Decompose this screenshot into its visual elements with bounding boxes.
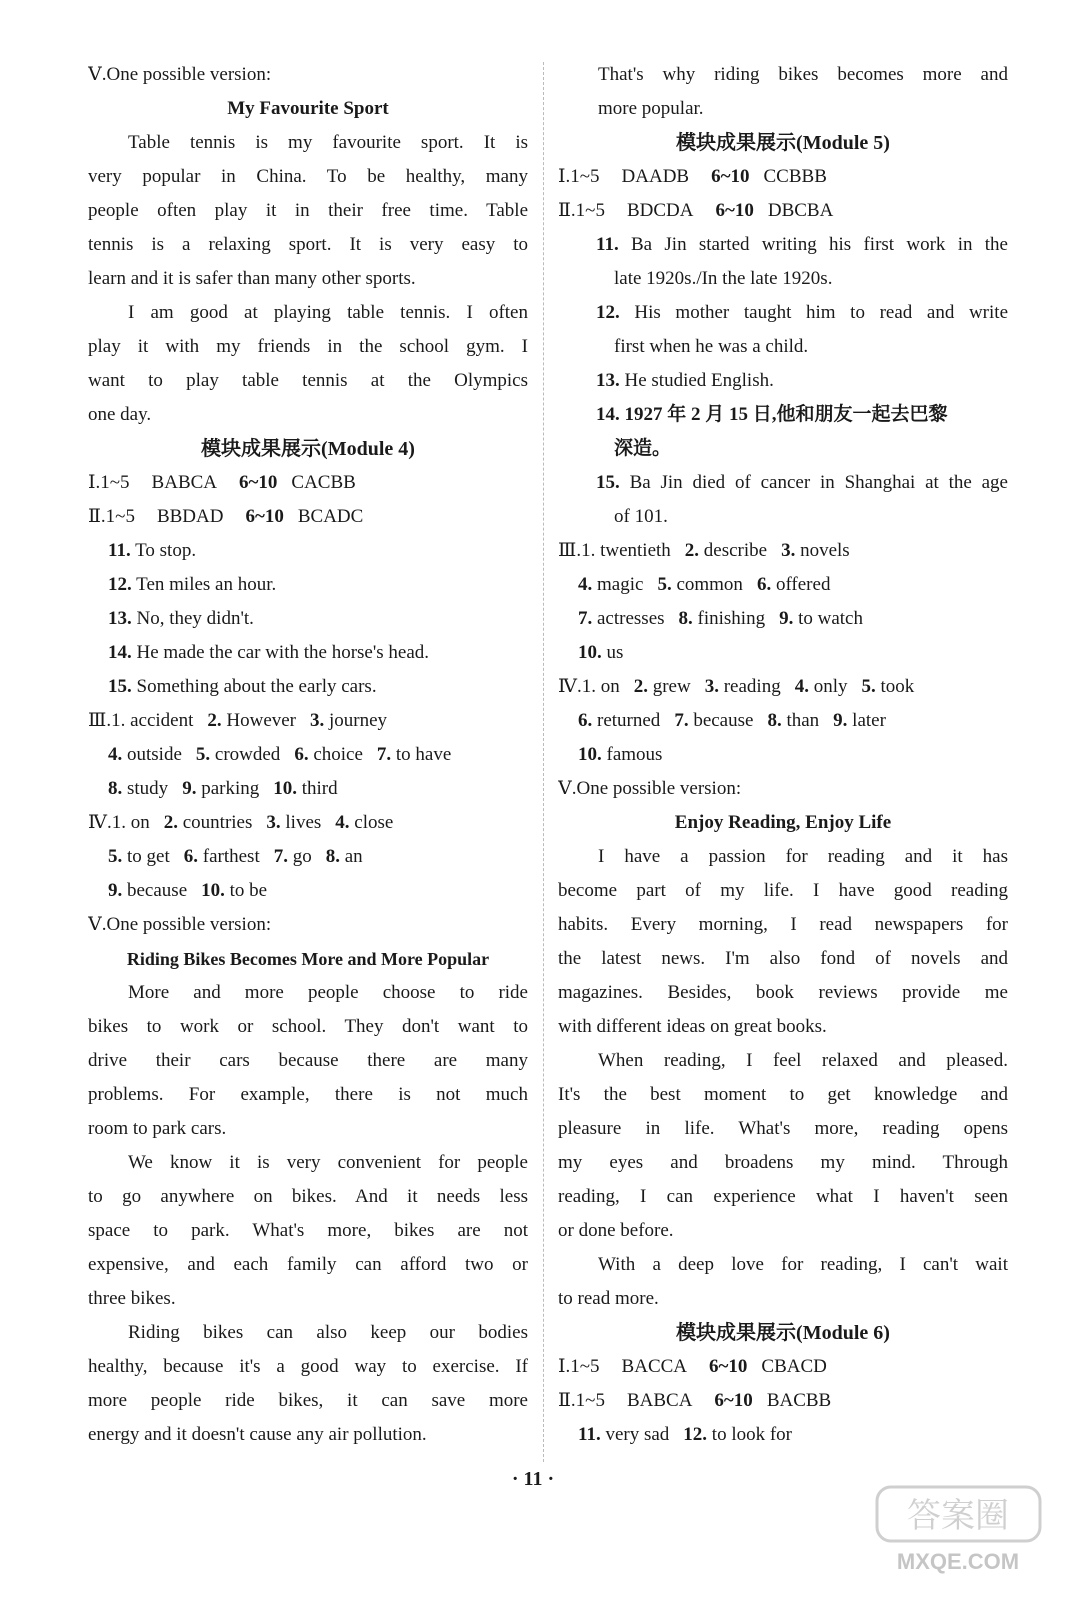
answer: His mother taught him to read and write — [634, 302, 1008, 323]
part-number: Ⅰ.1~5 — [88, 472, 130, 493]
item-number: 15. — [596, 472, 620, 493]
essay-line: problems. For example, there is not much — [88, 1084, 528, 1105]
answer-row — [88, 738, 528, 772]
answer: magic — [597, 574, 644, 595]
answer: journey — [329, 710, 388, 731]
watermark-logo-text: 答案圈 — [907, 1498, 1009, 1535]
essay-line: to read more. — [558, 1288, 659, 1309]
left-column — [88, 58, 528, 1452]
answer: CBACD — [761, 1356, 827, 1377]
essay-line: pleasure in life. What's more, reading opens — [558, 1118, 1008, 1139]
item-number: 2. — [163, 812, 178, 833]
answer: BABCA — [151, 472, 218, 493]
essay-line: space to park. What's more, bikes are not — [88, 1220, 528, 1241]
essay-line: I am good at playing table tennis. I often — [128, 302, 528, 323]
item-number: 9. — [779, 608, 794, 629]
answer: BABCA — [626, 1390, 693, 1411]
item-number: 5. — [657, 574, 672, 595]
module-heading: 模块成果展示(Module 6) — [676, 1322, 890, 1344]
answer: very sad — [605, 1424, 670, 1445]
answer: famous — [606, 744, 663, 765]
answer-row — [558, 602, 1008, 636]
range: 6~10 — [714, 1390, 753, 1411]
answer: He studied English. — [624, 370, 774, 391]
answer-row — [88, 500, 528, 534]
answer: an — [344, 846, 363, 867]
item-number: 8. — [678, 608, 693, 629]
answer-row — [558, 228, 1008, 262]
item-number: 13. — [108, 608, 132, 629]
answer: offered — [775, 574, 831, 595]
range: 6~10 — [715, 200, 754, 221]
part-number: Ⅲ.1. — [88, 710, 126, 731]
item-number: 3. — [310, 710, 325, 731]
essay-line: become part of my life. I have good reading — [558, 880, 1008, 901]
answer: third — [301, 778, 338, 799]
item-number: 3. — [704, 676, 719, 697]
part-number: Ⅱ.1~5 — [88, 506, 135, 527]
answer-row — [558, 534, 1008, 568]
essay-line: or done before. — [558, 1220, 674, 1241]
section-label: Ⅴ.One possible version: — [88, 914, 272, 935]
answer: returned — [597, 710, 661, 731]
essay-line: tennis is a relaxing sport. It is very easy to — [88, 234, 528, 255]
range: 6~10 — [245, 506, 284, 527]
answer-row — [88, 704, 528, 738]
answer: 1927 年 2 月 15 日,他和朋友一起去巴黎 — [624, 404, 948, 425]
essay-line: one day. — [88, 404, 152, 425]
item-number: 11. — [578, 1424, 601, 1445]
item-number: 9. — [108, 880, 123, 901]
item-number: 6. — [294, 744, 309, 765]
essay-line: room to park cars. — [88, 1118, 227, 1139]
answer: lives — [285, 812, 322, 833]
page-number: · 11 · — [511, 1468, 555, 1490]
item-number: 5. — [108, 846, 123, 867]
answer-row — [558, 670, 1008, 704]
answer-row — [88, 772, 528, 806]
essay-line: learn and it is safer than many other sports. — [88, 268, 416, 289]
part-number: Ⅳ.1. — [558, 676, 596, 697]
item-number: 6. — [756, 574, 772, 595]
item-number: 10. — [578, 744, 602, 765]
item-number: 8. — [108, 778, 123, 799]
item-number: 6. — [578, 710, 593, 731]
essay-line: healthy, because it's a good way to exercise. If — [88, 1356, 528, 1377]
answer: to have — [395, 744, 452, 765]
item-number: 7. — [674, 710, 689, 731]
answer-row — [558, 704, 1008, 738]
answer: on — [600, 676, 620, 697]
answer: us — [606, 642, 624, 663]
essay-line: the latest news. I'm also fond of novels and — [558, 948, 1008, 969]
answer: than — [786, 710, 820, 731]
essay-line: When reading, I feel relaxed and pleased. — [598, 1050, 1008, 1071]
answer: accident — [130, 710, 194, 731]
answer-row — [88, 568, 528, 602]
answer-row — [558, 466, 1008, 500]
answer: because — [127, 880, 188, 901]
answer: BACCA — [621, 1356, 688, 1377]
answer: CACBB — [291, 472, 356, 493]
item-number: 4. — [578, 574, 593, 595]
essay-line: my eyes and broadens my mind. Through — [558, 1152, 1008, 1173]
answer: describe — [703, 540, 768, 561]
essay-line: with different ideas on great books. — [558, 1016, 827, 1037]
essay-line: people often play it in their free time. Table — [88, 200, 528, 221]
item-number: 7. — [578, 608, 593, 629]
item-number: 7. — [273, 846, 288, 867]
item-number: 9. — [182, 778, 197, 799]
answer: BCADC — [297, 506, 364, 527]
module-heading: 模块成果展示(Module 4) — [201, 438, 415, 460]
item-number: 3. — [781, 540, 796, 561]
answer-row — [88, 534, 528, 568]
item-number: 5. — [861, 676, 876, 697]
item-number: 10. — [201, 880, 225, 901]
essay-line: Riding bikes can also keep our bodies — [128, 1322, 528, 1343]
answer-row — [558, 636, 1008, 670]
part-number: Ⅰ.1~5 — [558, 1356, 600, 1377]
answer: farthest — [202, 846, 260, 867]
item-number: 10. — [273, 778, 297, 799]
answer-row — [88, 874, 528, 908]
item-number: 12. — [683, 1424, 708, 1445]
item-number: 6. — [183, 846, 198, 867]
item-number: 3. — [266, 812, 281, 833]
answer-row: of 101. — [614, 506, 668, 527]
answer-row — [558, 1384, 1008, 1418]
answer: Ba Jin started writing his first work in the — [631, 234, 1008, 255]
answer: finishing — [697, 608, 766, 629]
part-number: Ⅱ.1~5 — [558, 1390, 605, 1411]
answer-row: first when he was a child. — [614, 336, 809, 357]
answer-row — [558, 296, 1008, 330]
part-number: Ⅰ.1~5 — [558, 166, 600, 187]
answer-row — [558, 398, 1008, 432]
essay-line: bikes to work or school. They don't want to — [88, 1016, 528, 1037]
answer-row — [88, 602, 528, 636]
answer: countries — [182, 812, 253, 833]
essay-line: reading, I can experience what I haven't seen — [558, 1186, 1008, 1207]
answer: To stop. — [135, 540, 197, 561]
essay-line: More and more people choose to ride — [128, 982, 528, 1003]
answer: No, they didn't. — [136, 608, 254, 629]
essay-line: play it with my friends in the school gym. I — [88, 336, 528, 357]
answer: later — [852, 710, 886, 731]
range: 6~10 — [239, 472, 278, 493]
essay-line: We know it is very convenient for people — [128, 1152, 528, 1173]
item-number: 15. — [108, 676, 132, 697]
item-number: 13. — [596, 370, 620, 391]
answer: to look for — [711, 1424, 793, 1445]
answer: close — [354, 812, 394, 833]
answer: on — [130, 812, 150, 833]
answer: BACBB — [766, 1390, 832, 1411]
essay-line: more popular. — [598, 98, 704, 119]
answer-row — [88, 636, 528, 670]
answer: DAADB — [621, 166, 690, 187]
item-number: 4. — [794, 676, 809, 697]
item-number: 4. — [108, 744, 123, 765]
essay-line: magazines. Besides, book reviews provide me — [558, 982, 1008, 1003]
essay-title: Riding Bikes Becomes More and More Popular — [126, 949, 490, 969]
part-number: Ⅲ.1. — [558, 540, 596, 561]
item-number: 2. — [633, 676, 648, 697]
answer: CCBBB — [763, 166, 827, 187]
essay-line: drive their cars because there are many — [88, 1050, 528, 1071]
section-label: Ⅴ.One possible version: — [88, 64, 272, 85]
essay-line: want to play table tennis at the Olympics — [88, 370, 528, 391]
answer: reading — [723, 676, 781, 697]
section-label: Ⅴ.One possible version: — [558, 778, 742, 799]
answer-row — [88, 670, 528, 704]
answer: DBCBA — [767, 200, 834, 221]
answer: to be — [229, 880, 268, 901]
answer: However — [226, 710, 297, 731]
answer: He made the car with the horse's head. — [136, 642, 430, 663]
answer: took — [880, 676, 915, 697]
answer-row — [558, 1418, 1008, 1452]
item-number: 7. — [376, 744, 392, 765]
item-number: 11. — [108, 540, 131, 561]
answer: grew — [652, 676, 691, 697]
watermark-site: MXQE.COM — [896, 1549, 1020, 1574]
answer-row — [558, 160, 1008, 194]
right-column — [558, 58, 1008, 1452]
module-heading: 模块成果展示(Module 5) — [676, 132, 890, 154]
answer: outside — [127, 744, 182, 765]
answer: to watch — [798, 608, 863, 629]
item-number: 8. — [767, 710, 782, 731]
essay-title: My Favourite Sport — [227, 98, 389, 119]
essay-line: That's why riding bikes becomes more and — [598, 64, 1008, 85]
answer: only — [813, 676, 848, 697]
item-number: 9. — [833, 710, 848, 731]
answer: Ten miles an hour. — [136, 574, 277, 595]
answer: choice — [313, 744, 363, 765]
item-number: 12. — [596, 302, 620, 323]
essay-line: habits. Every morning, I read newspapers for — [558, 914, 1008, 935]
item-number: 10. — [578, 642, 602, 663]
answer: study — [127, 778, 169, 799]
item-number: 14. — [108, 642, 132, 663]
essay-line: expensive, and each family can afford two or — [88, 1254, 528, 1275]
essay-title: Enjoy Reading, Enjoy Life — [674, 812, 892, 833]
answer-row — [558, 738, 1008, 772]
answer: BBDAD — [156, 506, 224, 527]
answer: to get — [127, 846, 170, 867]
column-divider — [543, 62, 544, 1462]
essay-line: I have a passion for reading and it has — [598, 846, 1008, 867]
answer: common — [676, 574, 743, 595]
answer: twentieth — [600, 540, 671, 561]
answer-row — [88, 806, 528, 840]
part-number: Ⅱ.1~5 — [558, 200, 605, 221]
item-number: 5. — [195, 744, 211, 765]
item-number: 2. — [684, 540, 700, 561]
answer-row — [558, 568, 1008, 602]
answer: go — [292, 846, 312, 867]
answer-row — [558, 194, 1008, 228]
essay-line: to go anywhere on bikes. And it needs less — [88, 1186, 528, 1207]
answer-row: late 1920s./In the late 1920s. — [614, 268, 833, 289]
essay-line: more people ride bikes, it can save more — [88, 1390, 528, 1411]
essay-line: With a deep love for reading, I can't wait — [598, 1254, 1008, 1275]
range: 6~10 — [709, 1356, 748, 1377]
essay-line: very popular in China. To be healthy, many — [88, 166, 528, 187]
range: 6~10 — [711, 166, 750, 187]
item-number: 8. — [325, 846, 340, 867]
essay-line: Table tennis is my favourite sport. It is — [128, 132, 528, 153]
answer: BDCDA — [626, 200, 694, 221]
item-number: 4. — [335, 812, 350, 833]
answer: actresses — [597, 608, 665, 629]
answer: because — [693, 710, 754, 731]
item-number: 14. — [596, 404, 620, 425]
answer: novels — [800, 540, 850, 561]
item-number: 11. — [596, 234, 619, 255]
essay-line: three bikes. — [88, 1288, 176, 1309]
item-number: 12. — [108, 574, 132, 595]
part-number: Ⅳ.1. — [88, 812, 126, 833]
watermark-logo — [871, 1483, 1046, 1578]
answer: Ba Jin died of cancer in Shanghai at the age — [629, 472, 1008, 493]
answer: Something about the early cars. — [136, 676, 377, 697]
answer: parking — [201, 778, 260, 799]
essay-line: energy and it doesn't cause any air pollution. — [88, 1424, 427, 1445]
answer-row — [558, 364, 1008, 398]
answer-row: 深造。 — [614, 438, 672, 459]
item-number: 2. — [207, 710, 222, 731]
answer-row — [88, 840, 528, 874]
answer-row — [88, 466, 528, 500]
essay-line: It's the best moment to get knowledge and — [558, 1084, 1008, 1105]
answer-row — [558, 1350, 1008, 1384]
answer: crowded — [214, 744, 281, 765]
